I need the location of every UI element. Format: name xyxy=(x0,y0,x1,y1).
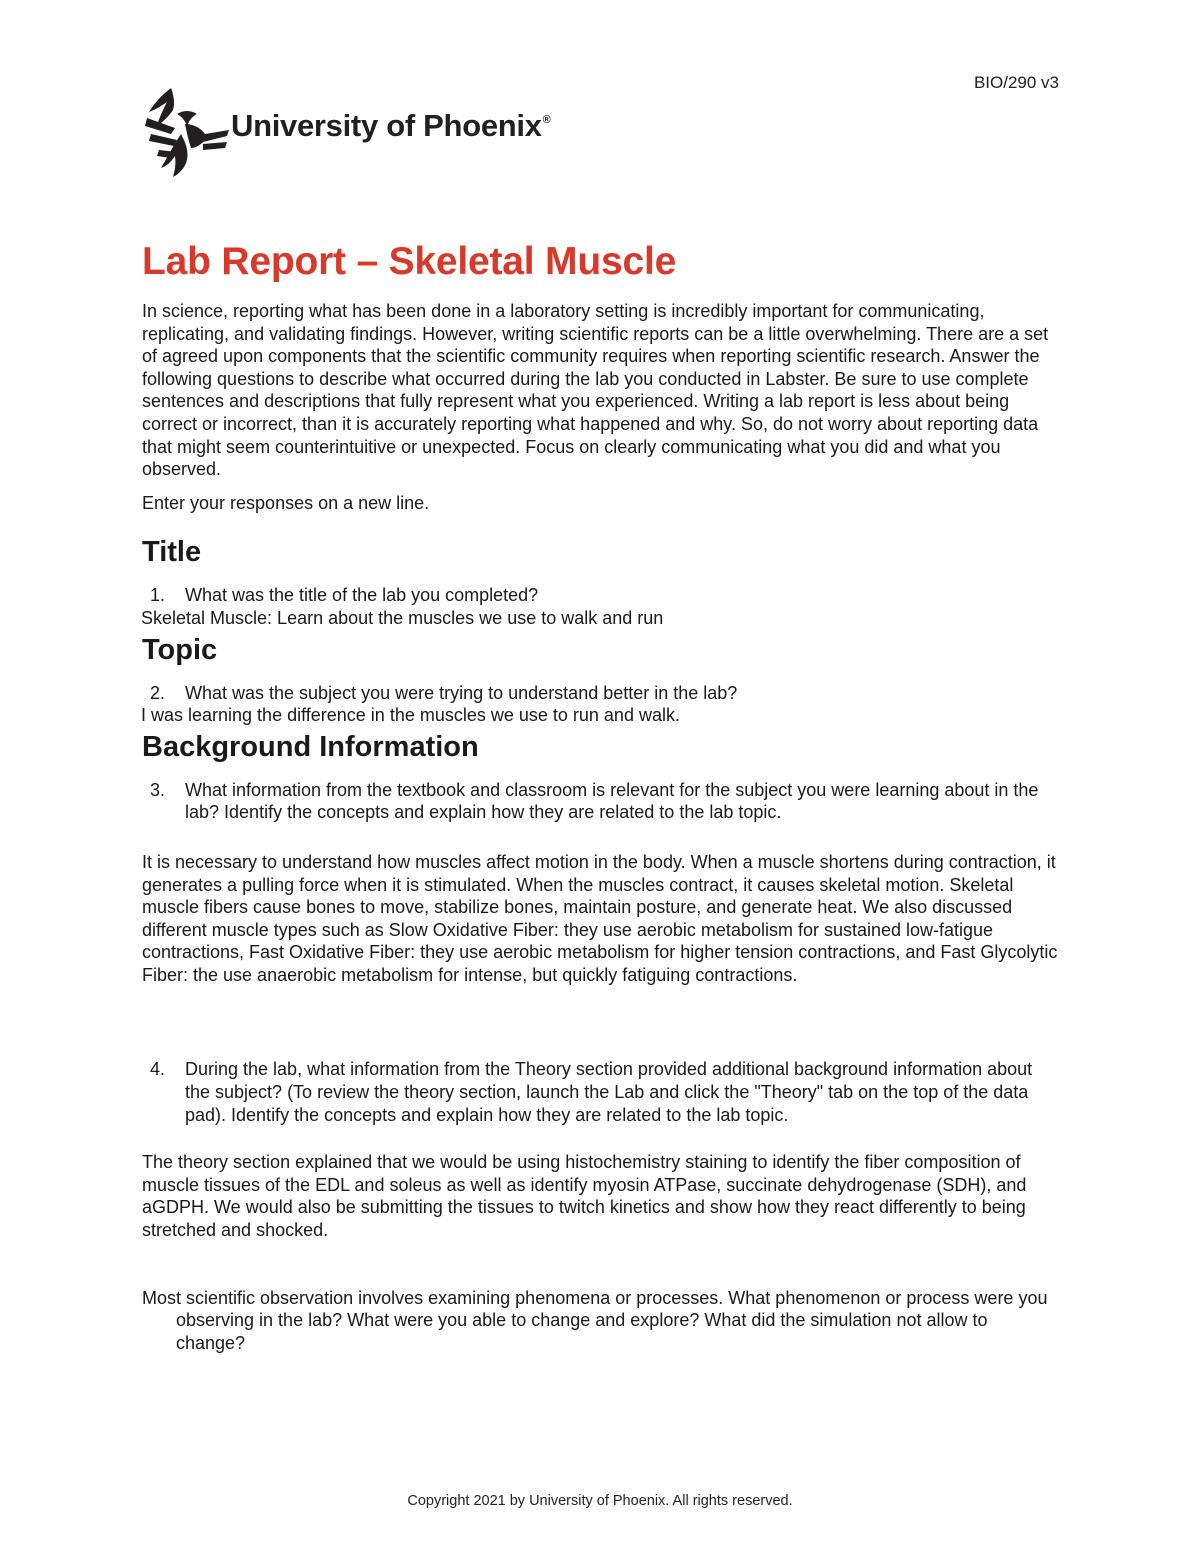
observation-question: Most scientific observation involves examining phenomena or processes. What phenomenon or process were you observing in the lab? What were you able to change and explore? What did the simulation not allow to change? xyxy=(142,1287,1048,1353)
page-title: Lab Report – Skeletal Muscle xyxy=(142,240,677,283)
question-text: What was the title of the lab you completed? xyxy=(185,585,539,606)
question-number: 1. xyxy=(150,585,166,606)
report-content xyxy=(142,238,1060,1354)
question-text: What was the subject you were trying to understand better in the lab? xyxy=(185,682,738,703)
question-2 xyxy=(142,682,1060,705)
university-name-text: University of Phoenix xyxy=(231,108,542,143)
answer-3[interactable]: It is necessary to understand how muscles affect motion in the body. When a muscle shortens during contraction, it generates a pulling force when it is stimulated. When the muscles contract, it causes skeletal motion. Skeletal muscle fibers cause bones to move, stabilize bones, maintain posture, and generate heat. We also discussed different muscle types such as Slow Oxidative Fiber: they use aerobic metabolism for sustained low-fatigue contractions, Fast Oxidative Fiber: they use aerobic metabolism for higher tension contractions, and Fast Glycolytic Fiber: the use anaerobic metabolism for intense, but quickly fatiguing contractions. xyxy=(142,851,1058,985)
registered-mark: ® xyxy=(542,114,551,126)
section-heading-title: Title xyxy=(142,536,202,569)
instruction-text: Enter your responses on a new line. xyxy=(142,492,430,513)
question-number: 2. xyxy=(150,682,166,703)
question-1 xyxy=(142,584,1060,607)
university-name xyxy=(231,108,550,144)
course-code: BIO/290 v3 xyxy=(973,73,1059,92)
question-number: 4. xyxy=(150,1059,166,1080)
question-text: What information from the textbook and classroom is relevant for the subject you were learning about in the lab? Identify the concepts and explain how they are related to the lab topic. xyxy=(185,779,1039,823)
answer-1[interactable]: Skeletal Muscle: Learn about the muscles we use to walk and run xyxy=(141,607,664,628)
answer-2[interactable]: I was learning the difference in the muscles we use to run and walk. xyxy=(141,705,680,726)
university-logo xyxy=(141,84,550,178)
copyright-footer: Copyright 2021 by University of Phoenix. All rights reserved. xyxy=(407,1493,793,1509)
question-number: 3. xyxy=(150,779,166,800)
section-heading-background: Background Information xyxy=(142,730,479,763)
intro-paragraph: In science, reporting what has been done in a laboratory setting is incredibly important for communicating, replicating, and validating findings. However, writing scientific reports can be a little overwhelming. There are a set of agreed upon components that the scientific community requires when reporting scientific research. Answer the following questions to describe what occurred during the lab you conducted in Labster. Be sure to use complete sentences and descriptions that fully represent what you experienced. Writing a lab report is less about being correct or incorrect, than it is accurately reporting what happened and why. So, do not worry about reporting data that might seem counterintuitive or unexpected. Focus on clearly communicating what you did and what you observed. xyxy=(142,301,1049,480)
question-text: During the lab, what information from the Theory section provided additional background information about the subject? (To review the theory section, launch the Lab and click the "Theory" tab on the top of the data pad). Identify the concepts and explain how they are related to the lab topic. xyxy=(185,1059,1033,1125)
answer-4[interactable]: The theory section explained that we would be using histochemistry staining to identify the fiber composition of muscle tissues of the EDL and soleus as well as identify myosin ATPase, succinate dehydrogenase (SDH), and aGDPH. We would also be submitting the tissues to twitch kinetics and show how they react differently to being stretched and shocked. xyxy=(142,1152,1027,1241)
question-4 xyxy=(142,1058,1060,1126)
phoenix-icon xyxy=(141,84,229,178)
question-3 xyxy=(142,779,1060,824)
section-heading-topic: Topic xyxy=(142,633,218,666)
